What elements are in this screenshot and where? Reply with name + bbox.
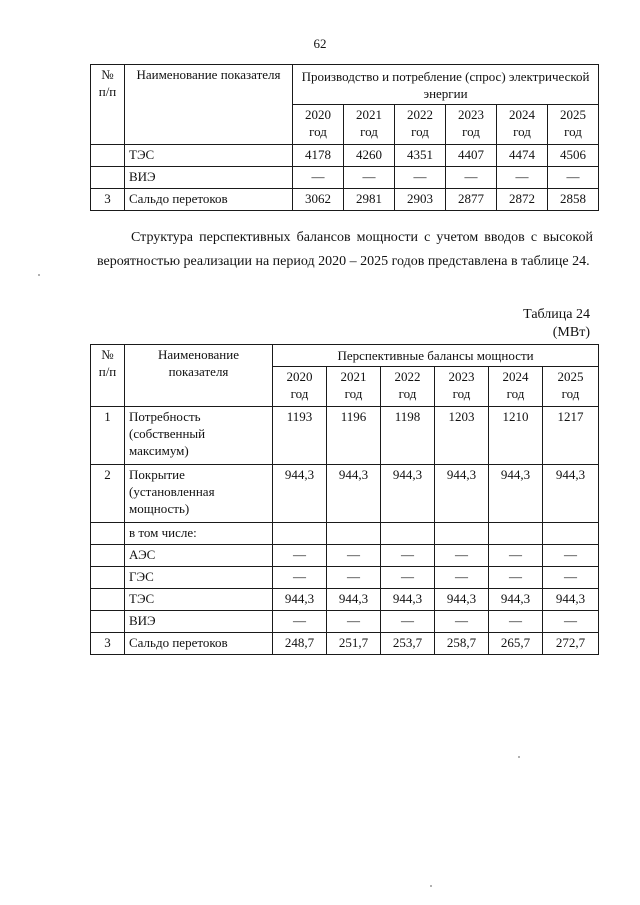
row-number	[91, 611, 125, 633]
value-cell: 1193	[273, 407, 327, 465]
value-cell: 258,7	[435, 633, 489, 655]
value-cell: 944,3	[327, 589, 381, 611]
table-row	[91, 523, 599, 545]
value-cell: 3062	[293, 189, 344, 211]
row-number: 1	[91, 407, 125, 465]
row-name: Потребность (собственный максимум)	[125, 407, 273, 465]
table-row	[91, 633, 599, 655]
value-cell: —	[293, 167, 344, 189]
value-cell: 944,3	[273, 589, 327, 611]
value-cell: —	[395, 167, 446, 189]
value-cell: —	[489, 611, 543, 633]
row-name: в том числе:	[125, 523, 273, 545]
row-name: АЭС	[125, 545, 273, 567]
row-number	[91, 167, 125, 189]
value-cell: 248,7	[273, 633, 327, 655]
value-cell: 2872	[497, 189, 548, 211]
value-cell	[327, 523, 381, 545]
value-cell: 944,3	[543, 589, 599, 611]
value-cell: 4178	[293, 145, 344, 167]
value-cell: 944,3	[435, 589, 489, 611]
body-paragraph: Структура перспективных балансов мощности с учетом вводов с высокой вероятностью реализации на период 2020 – 2025 годов представлена в таблице 24.	[97, 230, 593, 269]
value-cell	[543, 523, 599, 545]
value-cell: 1217	[543, 407, 599, 465]
row-number: 3	[91, 633, 125, 655]
column-header-number: № п/п	[91, 345, 125, 407]
table-row	[91, 611, 599, 633]
value-cell: —	[327, 567, 381, 589]
page-number: 62	[313, 36, 327, 51]
value-cell: 4506	[548, 145, 599, 167]
value-cell: 1210	[489, 407, 543, 465]
value-cell: —	[446, 167, 497, 189]
value-cell: —	[435, 545, 489, 567]
row-name: Сальдо перетоков	[125, 633, 273, 655]
value-cell: 944,3	[381, 465, 435, 523]
row-number	[91, 145, 125, 167]
table-caption-unit: (МВт)	[552, 325, 590, 340]
value-cell: 944,3	[489, 589, 543, 611]
row-number: 2	[91, 465, 125, 523]
year-header: 2025 год	[543, 367, 599, 407]
value-cell: 251,7	[327, 633, 381, 655]
value-cell: —	[543, 567, 599, 589]
value-cell: 265,7	[489, 633, 543, 655]
table-row	[91, 465, 599, 523]
row-name: Сальдо перетоков	[125, 189, 293, 211]
value-cell: 944,3	[273, 465, 327, 523]
value-cell: —	[548, 167, 599, 189]
value-cell: 944,3	[489, 465, 543, 523]
value-cell: —	[381, 545, 435, 567]
row-name: ТЭС	[125, 145, 293, 167]
column-header-group: Перспективные балансы мощности	[273, 345, 599, 367]
table-caption-title: Таблица 24	[523, 307, 590, 322]
energy-production-table	[90, 64, 599, 211]
row-number: 3	[91, 189, 125, 211]
year-header: 2021 год	[327, 367, 381, 407]
row-name: ГЭС	[125, 567, 273, 589]
value-cell: 944,3	[381, 589, 435, 611]
value-cell: —	[381, 567, 435, 589]
year-header: 2023 год	[435, 367, 489, 407]
value-cell: —	[273, 545, 327, 567]
value-cell: 944,3	[327, 465, 381, 523]
scan-speck	[38, 274, 40, 276]
table-header-row	[91, 65, 599, 105]
value-cell: —	[381, 611, 435, 633]
year-header: 2022 год	[381, 367, 435, 407]
year-header: 2022 год	[395, 105, 446, 145]
value-cell: —	[273, 567, 327, 589]
column-header-name: Наименование показателя	[125, 65, 293, 145]
year-header: 2020 год	[293, 105, 344, 145]
value-cell: —	[435, 567, 489, 589]
table-row	[91, 589, 599, 611]
value-cell	[489, 523, 543, 545]
scan-speck	[430, 885, 432, 887]
value-cell	[435, 523, 489, 545]
year-header: 2020 год	[273, 367, 327, 407]
value-cell: 1203	[435, 407, 489, 465]
value-cell: 272,7	[543, 633, 599, 655]
row-number	[91, 523, 125, 545]
year-header: 2024 год	[489, 367, 543, 407]
value-cell: 944,3	[543, 465, 599, 523]
value-cell: —	[273, 611, 327, 633]
value-cell	[273, 523, 327, 545]
column-header-number: № п/п	[91, 65, 125, 145]
value-cell: 4474	[497, 145, 548, 167]
value-cell: 1198	[381, 407, 435, 465]
year-header: 2021 год	[344, 105, 395, 145]
value-cell: 2981	[344, 189, 395, 211]
column-header-name: Наименование показателя	[125, 345, 273, 407]
year-header: 2023 год	[446, 105, 497, 145]
value-cell: 253,7	[381, 633, 435, 655]
value-cell: 2877	[446, 189, 497, 211]
year-header: 2025 год	[548, 105, 599, 145]
value-cell: —	[497, 167, 548, 189]
value-cell: —	[543, 545, 599, 567]
column-header-group: Производство и потребление (спрос) электрической энергии	[293, 65, 599, 105]
value-cell: —	[344, 167, 395, 189]
table-row	[91, 567, 599, 589]
value-cell: 4260	[344, 145, 395, 167]
table-row	[91, 189, 599, 211]
value-cell: —	[543, 611, 599, 633]
value-cell: 944,3	[435, 465, 489, 523]
value-cell: 2858	[548, 189, 599, 211]
value-cell: —	[327, 611, 381, 633]
table-row	[91, 145, 599, 167]
value-cell	[381, 523, 435, 545]
row-name: ВИЭ	[125, 611, 273, 633]
row-name: ВИЭ	[125, 167, 293, 189]
table-row	[91, 407, 599, 465]
value-cell: 1196	[327, 407, 381, 465]
power-balance-table	[90, 344, 599, 655]
row-number	[91, 545, 125, 567]
row-name: ТЭС	[125, 589, 273, 611]
table-header-row	[91, 345, 599, 367]
value-cell: 2903	[395, 189, 446, 211]
year-header: 2024 год	[497, 105, 548, 145]
row-name: Покрытие (установленная мощность)	[125, 465, 273, 523]
row-number	[91, 567, 125, 589]
value-cell: —	[489, 567, 543, 589]
value-cell: —	[435, 611, 489, 633]
scan-speck	[518, 756, 520, 758]
table-row	[91, 545, 599, 567]
value-cell: 4407	[446, 145, 497, 167]
value-cell: —	[327, 545, 381, 567]
table-row	[91, 167, 599, 189]
value-cell: 4351	[395, 145, 446, 167]
row-number	[91, 589, 125, 611]
value-cell: —	[489, 545, 543, 567]
